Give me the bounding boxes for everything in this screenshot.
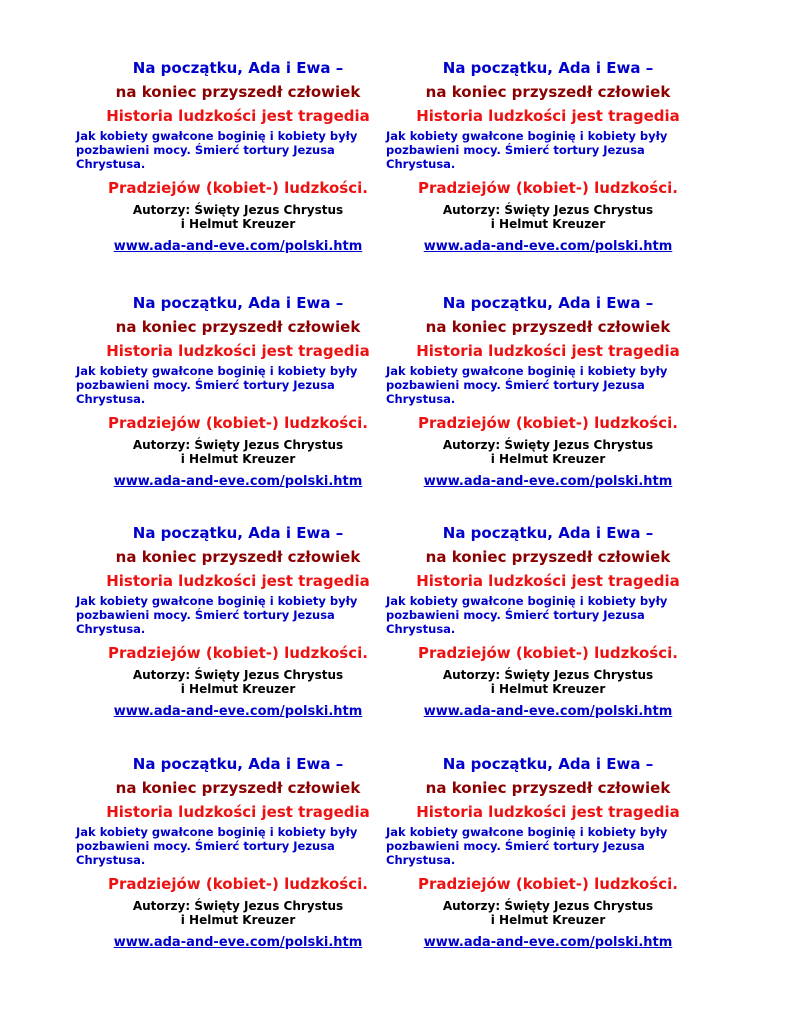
flyer-heading: Na początku, Ada i Ewa – [132, 755, 344, 773]
flyer-authors-line1: Autorzy: Święty Jezus Chrystus [132, 203, 344, 217]
flyer-prehistory: Pradziejów (kobiet-) ludzkości. [418, 644, 678, 662]
flyer-prehistory: Pradziejów (kobiet-) ludzkości. [418, 179, 678, 197]
flyer-subheading: na koniec przyszedł człowiek [425, 779, 671, 797]
flyer-heading: Na początku, Ada i Ewa – [132, 524, 344, 542]
flyer-prehistory: Pradziejów (kobiet-) ludzkości. [418, 875, 678, 893]
flyer-prehistory: Pradziejów (kobiet-) ludzkości. [108, 644, 368, 662]
flyer-website-link[interactable]: www.ada-and-eve.com/polski.htm [423, 239, 673, 254]
flyer-subheading: na koniec przyszedł człowiek [115, 548, 361, 566]
flyer-description: Jak kobiety gwałcone boginię i kobiety były pozbawieni mocy. Śmierć tortury Jezusa Chrystusa. [76, 364, 358, 406]
flyer-tagline: Historia ludzkości jest tragedia [416, 342, 680, 360]
flyer-authors-line2: i Helmut Kreuzer [490, 682, 606, 696]
flyer-tagline: Historia ludzkości jest tragedia [416, 572, 680, 590]
flyer-description: Jak kobiety gwałcone boginię i kobiety były pozbawieni mocy. Śmierć tortury Jezusa Chrystusa. [386, 825, 668, 867]
flyer-authors-line2: i Helmut Kreuzer [180, 217, 296, 231]
flyer-description: Jak kobiety gwałcone boginię i kobiety były pozbawieni mocy. Śmierć tortury Jezusa Chrystusa. [76, 825, 358, 867]
flyer-heading: Na początku, Ada i Ewa – [442, 755, 654, 773]
flyer-website-link[interactable]: www.ada-and-eve.com/polski.htm [423, 704, 673, 719]
flyer-subheading: na koniec przyszedł człowiek [115, 83, 361, 101]
flyer-heading: Na początku, Ada i Ewa – [442, 524, 654, 542]
flyer-description: Jak kobiety gwałcone boginię i kobiety były pozbawieni mocy. Śmierć tortury Jezusa Chrystusa. [76, 594, 358, 636]
flyer-description: Jak kobiety gwałcone boginię i kobiety były pozbawieni mocy. Śmierć tortury Jezusa Chrystusa. [386, 364, 668, 406]
flyer-prehistory: Pradziejów (kobiet-) ludzkości. [108, 179, 368, 197]
flyer-heading: Na początku, Ada i Ewa – [442, 294, 654, 312]
flyer-website-link[interactable]: www.ada-and-eve.com/polski.htm [423, 935, 673, 950]
flyer-description: Jak kobiety gwałcone boginię i kobiety były pozbawieni mocy. Śmierć tortury Jezusa Chrystusa. [386, 594, 668, 636]
flyer-tagline: Historia ludzkości jest tragedia [106, 572, 370, 590]
flyer-authors-line2: i Helmut Kreuzer [490, 452, 606, 466]
flyer-website-link[interactable]: www.ada-and-eve.com/polski.htm [113, 239, 363, 254]
flyer-card-5 [76, 523, 388, 733]
flyer-subheading: na koniec przyszedł człowiek [425, 83, 671, 101]
flyer-prehistory: Pradziejów (kobiet-) ludzkości. [418, 414, 678, 432]
flyer-website-link[interactable]: www.ada-and-eve.com/polski.htm [113, 704, 363, 719]
flyer-card-6 [386, 523, 698, 733]
flyer-authors-line2: i Helmut Kreuzer [180, 682, 296, 696]
flyer-subheading: na koniec przyszedł człowiek [115, 318, 361, 336]
flyer-tagline: Historia ludzkości jest tragedia [106, 342, 370, 360]
flyer-subheading: na koniec przyszedł człowiek [115, 779, 361, 797]
flyer-heading: Na początku, Ada i Ewa – [442, 59, 654, 77]
flyer-website-link[interactable]: www.ada-and-eve.com/polski.htm [113, 474, 363, 489]
flyer-tagline: Historia ludzkości jest tragedia [106, 803, 370, 821]
flyer-card-3 [76, 293, 388, 503]
flyer-card-8 [386, 754, 698, 964]
flyer-card-2 [386, 58, 698, 268]
flyer-authors-line1: Autorzy: Święty Jezus Chrystus [132, 668, 344, 682]
flyer-authors-line2: i Helmut Kreuzer [490, 913, 606, 927]
flyer-card-7 [76, 754, 388, 964]
flyer-website-link[interactable]: www.ada-and-eve.com/polski.htm [113, 935, 363, 950]
flyer-heading: Na początku, Ada i Ewa – [132, 59, 344, 77]
flyer-subheading: na koniec przyszedł człowiek [425, 548, 671, 566]
flyer-description: Jak kobiety gwałcone boginię i kobiety były pozbawieni mocy. Śmierć tortury Jezusa Chrystusa. [76, 129, 358, 171]
flyer-subheading: na koniec przyszedł człowiek [425, 318, 671, 336]
flyer-tagline: Historia ludzkości jest tragedia [106, 107, 370, 125]
flyer-tagline: Historia ludzkości jest tragedia [416, 803, 680, 821]
flyer-card-1 [76, 58, 388, 268]
flyer-description: Jak kobiety gwałcone boginię i kobiety były pozbawieni mocy. Śmierć tortury Jezusa Chrystusa. [386, 129, 668, 171]
flyer-authors-line1: Autorzy: Święty Jezus Chrystus [132, 438, 344, 452]
flyer-authors-line1: Autorzy: Święty Jezus Chrystus [442, 203, 654, 217]
flyer-authors-line1: Autorzy: Święty Jezus Chrystus [442, 668, 654, 682]
flyer-heading: Na początku, Ada i Ewa – [132, 294, 344, 312]
flyer-prehistory: Pradziejów (kobiet-) ludzkości. [108, 875, 368, 893]
flyer-authors-line2: i Helmut Kreuzer [180, 452, 296, 466]
flyer-card-4 [386, 293, 698, 503]
flyer-authors-line1: Autorzy: Święty Jezus Chrystus [132, 899, 344, 913]
flyer-prehistory: Pradziejów (kobiet-) ludzkości. [108, 414, 368, 432]
flyer-tagline: Historia ludzkości jest tragedia [416, 107, 680, 125]
flyer-authors-line1: Autorzy: Święty Jezus Chrystus [442, 899, 654, 913]
flyer-authors-line2: i Helmut Kreuzer [180, 913, 296, 927]
flyer-authors-line1: Autorzy: Święty Jezus Chrystus [442, 438, 654, 452]
flyer-website-link[interactable]: www.ada-and-eve.com/polski.htm [423, 474, 673, 489]
flyer-authors-line2: i Helmut Kreuzer [490, 217, 606, 231]
